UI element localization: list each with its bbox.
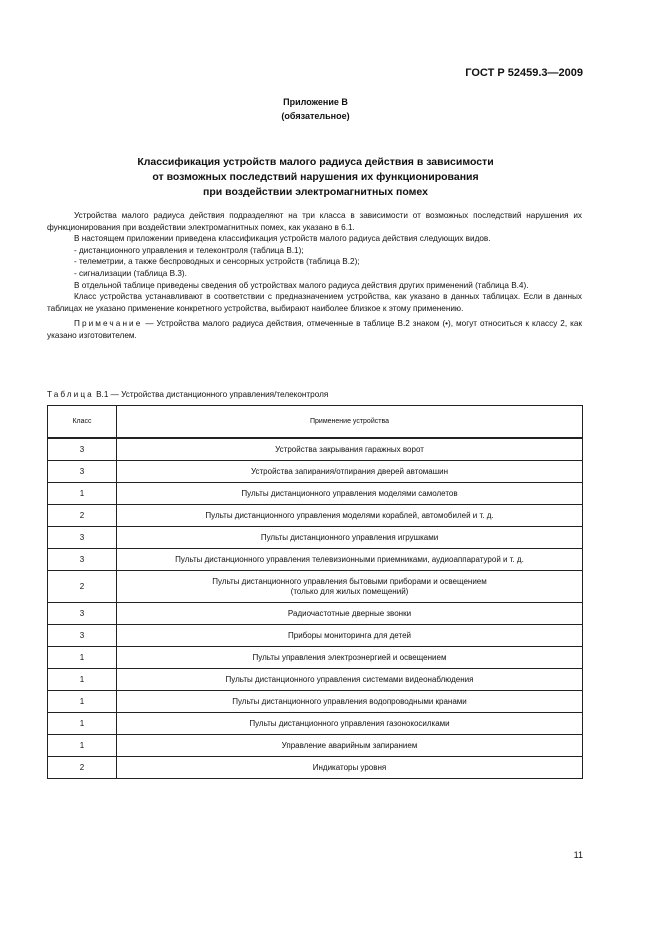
cell-application: Пульты дистанционного управления газонокосилками [117,713,583,735]
table-row [48,757,583,779]
cell-application: Радиочастотные дверные звонки [117,603,583,625]
cell-application: Управление аварийным запиранием [117,735,583,757]
cell-class: 1 [48,691,117,713]
cell-application: Пульты дистанционного управления моделями кораблей, автомобилей и т. д. [117,505,583,527]
table-header-row [48,406,583,439]
table-row [48,571,583,603]
cell-class: 3 [48,603,117,625]
cell-class: 1 [48,647,117,669]
cell-class: 3 [48,438,117,461]
table-caption [47,390,328,399]
table-row [48,505,583,527]
cell-class: 3 [48,625,117,647]
cell-class: 3 [48,527,117,549]
note [47,318,582,341]
cell-application: Индикаторы уровня [117,757,583,779]
cell-application: Устройства закрывания гаражных ворот [117,438,583,461]
table-row [48,735,583,757]
table-row [48,603,583,625]
table-row [48,713,583,735]
table-caption-text: В.1 — Устройства дистанционного управления/телеконтроля [93,390,329,399]
body-text [47,210,582,342]
table-row [48,625,583,647]
appendix-heading [0,95,631,123]
table-row [48,647,583,669]
paragraph: Устройства малого радиуса действия подразделяют на три класса в зависимости от возможных последствий нарушения их функционирования при воздействии электромагнитных помех, как указано в 6.1. [47,211,582,232]
list-item: - дистанционного управления и телеконтроля (таблица В.1); [74,245,304,255]
page-number: 11 [573,850,583,860]
table-row [48,691,583,713]
cell-application: Пульты дистанционного управления телевизионными приемниками, аудиоаппаратурой и т. д. [117,549,583,571]
cell-class: 1 [48,669,117,691]
cell-application [117,571,583,603]
cell-class: 2 [48,757,117,779]
cell-application: Приборы мониторинга для детей [117,625,583,647]
cell-application: Пульты дистанционного управления моделями самолетов [117,483,583,505]
table-row [48,438,583,461]
cell-application-line: (только для жилых помещений) [290,586,409,596]
table-row [48,669,583,691]
cell-application: Пульты дистанционного управления системами видеонаблюдения [117,669,583,691]
list-item: - телеметрии, а также беспроводных и сенсорных устройств (таблица В.2); [74,257,360,267]
table-row [48,527,583,549]
section-title-line: от возможных последствий нарушения их функционирования [152,171,479,183]
appendix-title: Приложение В [283,97,348,107]
cell-application-line: Пульты дистанционного управления бытовыми приборами и освещением [212,576,487,586]
cell-class: 1 [48,713,117,735]
section-title-line: при воздействии электромагнитных помех [203,186,428,198]
section-title-line: Классификация устройств малого радиуса действия в зависимости [137,156,494,168]
paragraph: В отдельной таблице приведены сведения об устройствах малого радиуса действия других применений (таблица В.4). [74,280,529,290]
cell-class: 1 [48,735,117,757]
cell-application: Пульты дистанционного управления водопроводными кранами [117,691,583,713]
appendix-status: (обязательное) [281,111,350,121]
table-row [48,461,583,483]
cell-class: 2 [48,571,117,603]
cell-class: 3 [48,549,117,571]
header-application: Применение устройства [117,406,583,439]
cell-application: Устройства запирания/отпирания дверей автомашин [117,461,583,483]
paragraph: В настоящем приложении приведена классификация устройств малого радиуса действия следующих видов. [74,234,491,244]
note-label: Примечание [74,319,143,329]
cell-class: 2 [48,505,117,527]
note-text: — Устройства малого радиуса действия, отмеченные в таблице В.2 знаком (•), могут относиться к классу 2, как указано изготовителем. [47,319,582,340]
list-item: - сигнализации (таблица В.3). [74,268,187,278]
table-row [48,483,583,505]
classification-table [47,405,583,779]
cell-application: Пульты управления электроэнергией и освещением [117,647,583,669]
cell-application: Пульты дистанционного управления игрушками [117,527,583,549]
table-caption-label: Таблица [47,390,94,399]
document-code: ГОСТ Р 52459.3—2009 [465,67,583,79]
header-class: Класс [48,406,117,439]
cell-class: 3 [48,461,117,483]
section-title [0,155,631,200]
paragraph: Класс устройства устанавливают в соответствии с предназначением устройства, как указано в данных таблицах. Если в данных таблицах не указано применение конкретного устройства, выбирают наиболее близкое к этому применению. [47,292,582,313]
table-row [48,549,583,571]
cell-class: 1 [48,483,117,505]
